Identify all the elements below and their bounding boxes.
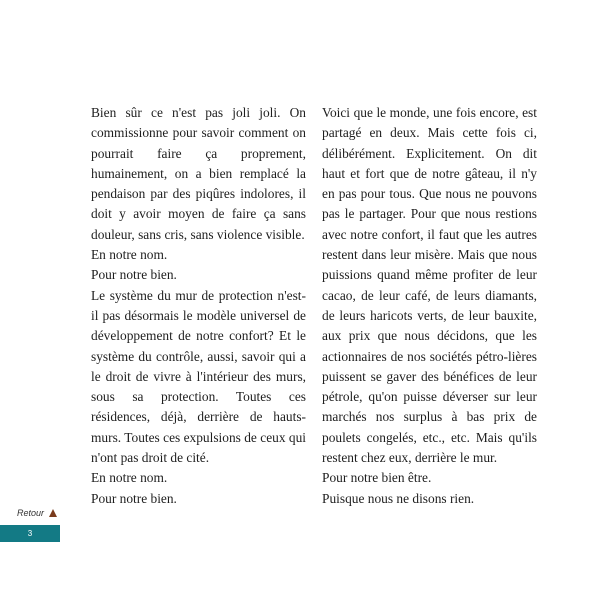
page-number: 3 xyxy=(27,529,33,538)
paragraph: Voici que le monde, une fois encore, est partagé en deux. Mais cette fois ci, délibérément. Explicitement. On dit haut et fort que de notre gâteau, il n'y en pas pour tous. Que nous ne pouvons pas le partager. Pour que nous restions avec notre confort, il faut que les autres restent dans leur misère. Mais que nous puissions quand même profiter de leur cacao, de leur café, de leurs diamants, de leurs haricots verts, de leur bauxite, aux prix que nous décidons, que les actionnaires de nos sociétés pétro-lières puissent se gaver des bénéfices de leur pétrole, qu'on puisse déverser sur leur marchés nos surplus à bas prix de poulets congelés, etc., etc. Mais qu'ils restent chez eux, derrière le mur. xyxy=(322,105,537,466)
paragraph: En notre nom. xyxy=(91,247,168,263)
paragraph: Pour notre bien. xyxy=(91,490,177,506)
page-number-badge xyxy=(0,525,60,542)
paragraph: Pour notre bien être. xyxy=(322,470,432,486)
back-link[interactable] xyxy=(17,508,57,518)
back-label: Retour xyxy=(17,508,45,518)
paragraph: Le système du mur de protection n'est-il pas désormais le modèle universel de développement de notre confort? Et le système du contrôle, aussi, savoir qui a le droit de vivre à l'intérieur des murs, sous sa protection. Toutes ces résidences, déjà, derrière de hauts-murs. Toutes ces expulsions de ceux qui n'ont pas droit de cité. xyxy=(91,287,306,466)
paragraph: En notre nom. xyxy=(91,470,168,486)
paragraph: Pour notre bien. xyxy=(91,267,177,283)
triangle-up-icon xyxy=(49,509,57,517)
right-text-column xyxy=(322,103,537,509)
left-text-column xyxy=(91,103,306,509)
paragraph: Bien sûr ce n'est pas joli joli. On commissionne pour savoir comment on pourrait faire ça proprement, humainement, on a bien remplacé la pendaison par des piqûres indolores, il doit y avoir moyen de faire ça sans douleur, sans cris, sans violence visible. xyxy=(91,105,306,242)
paragraph: Puisque nous ne disons rien. xyxy=(322,490,475,506)
